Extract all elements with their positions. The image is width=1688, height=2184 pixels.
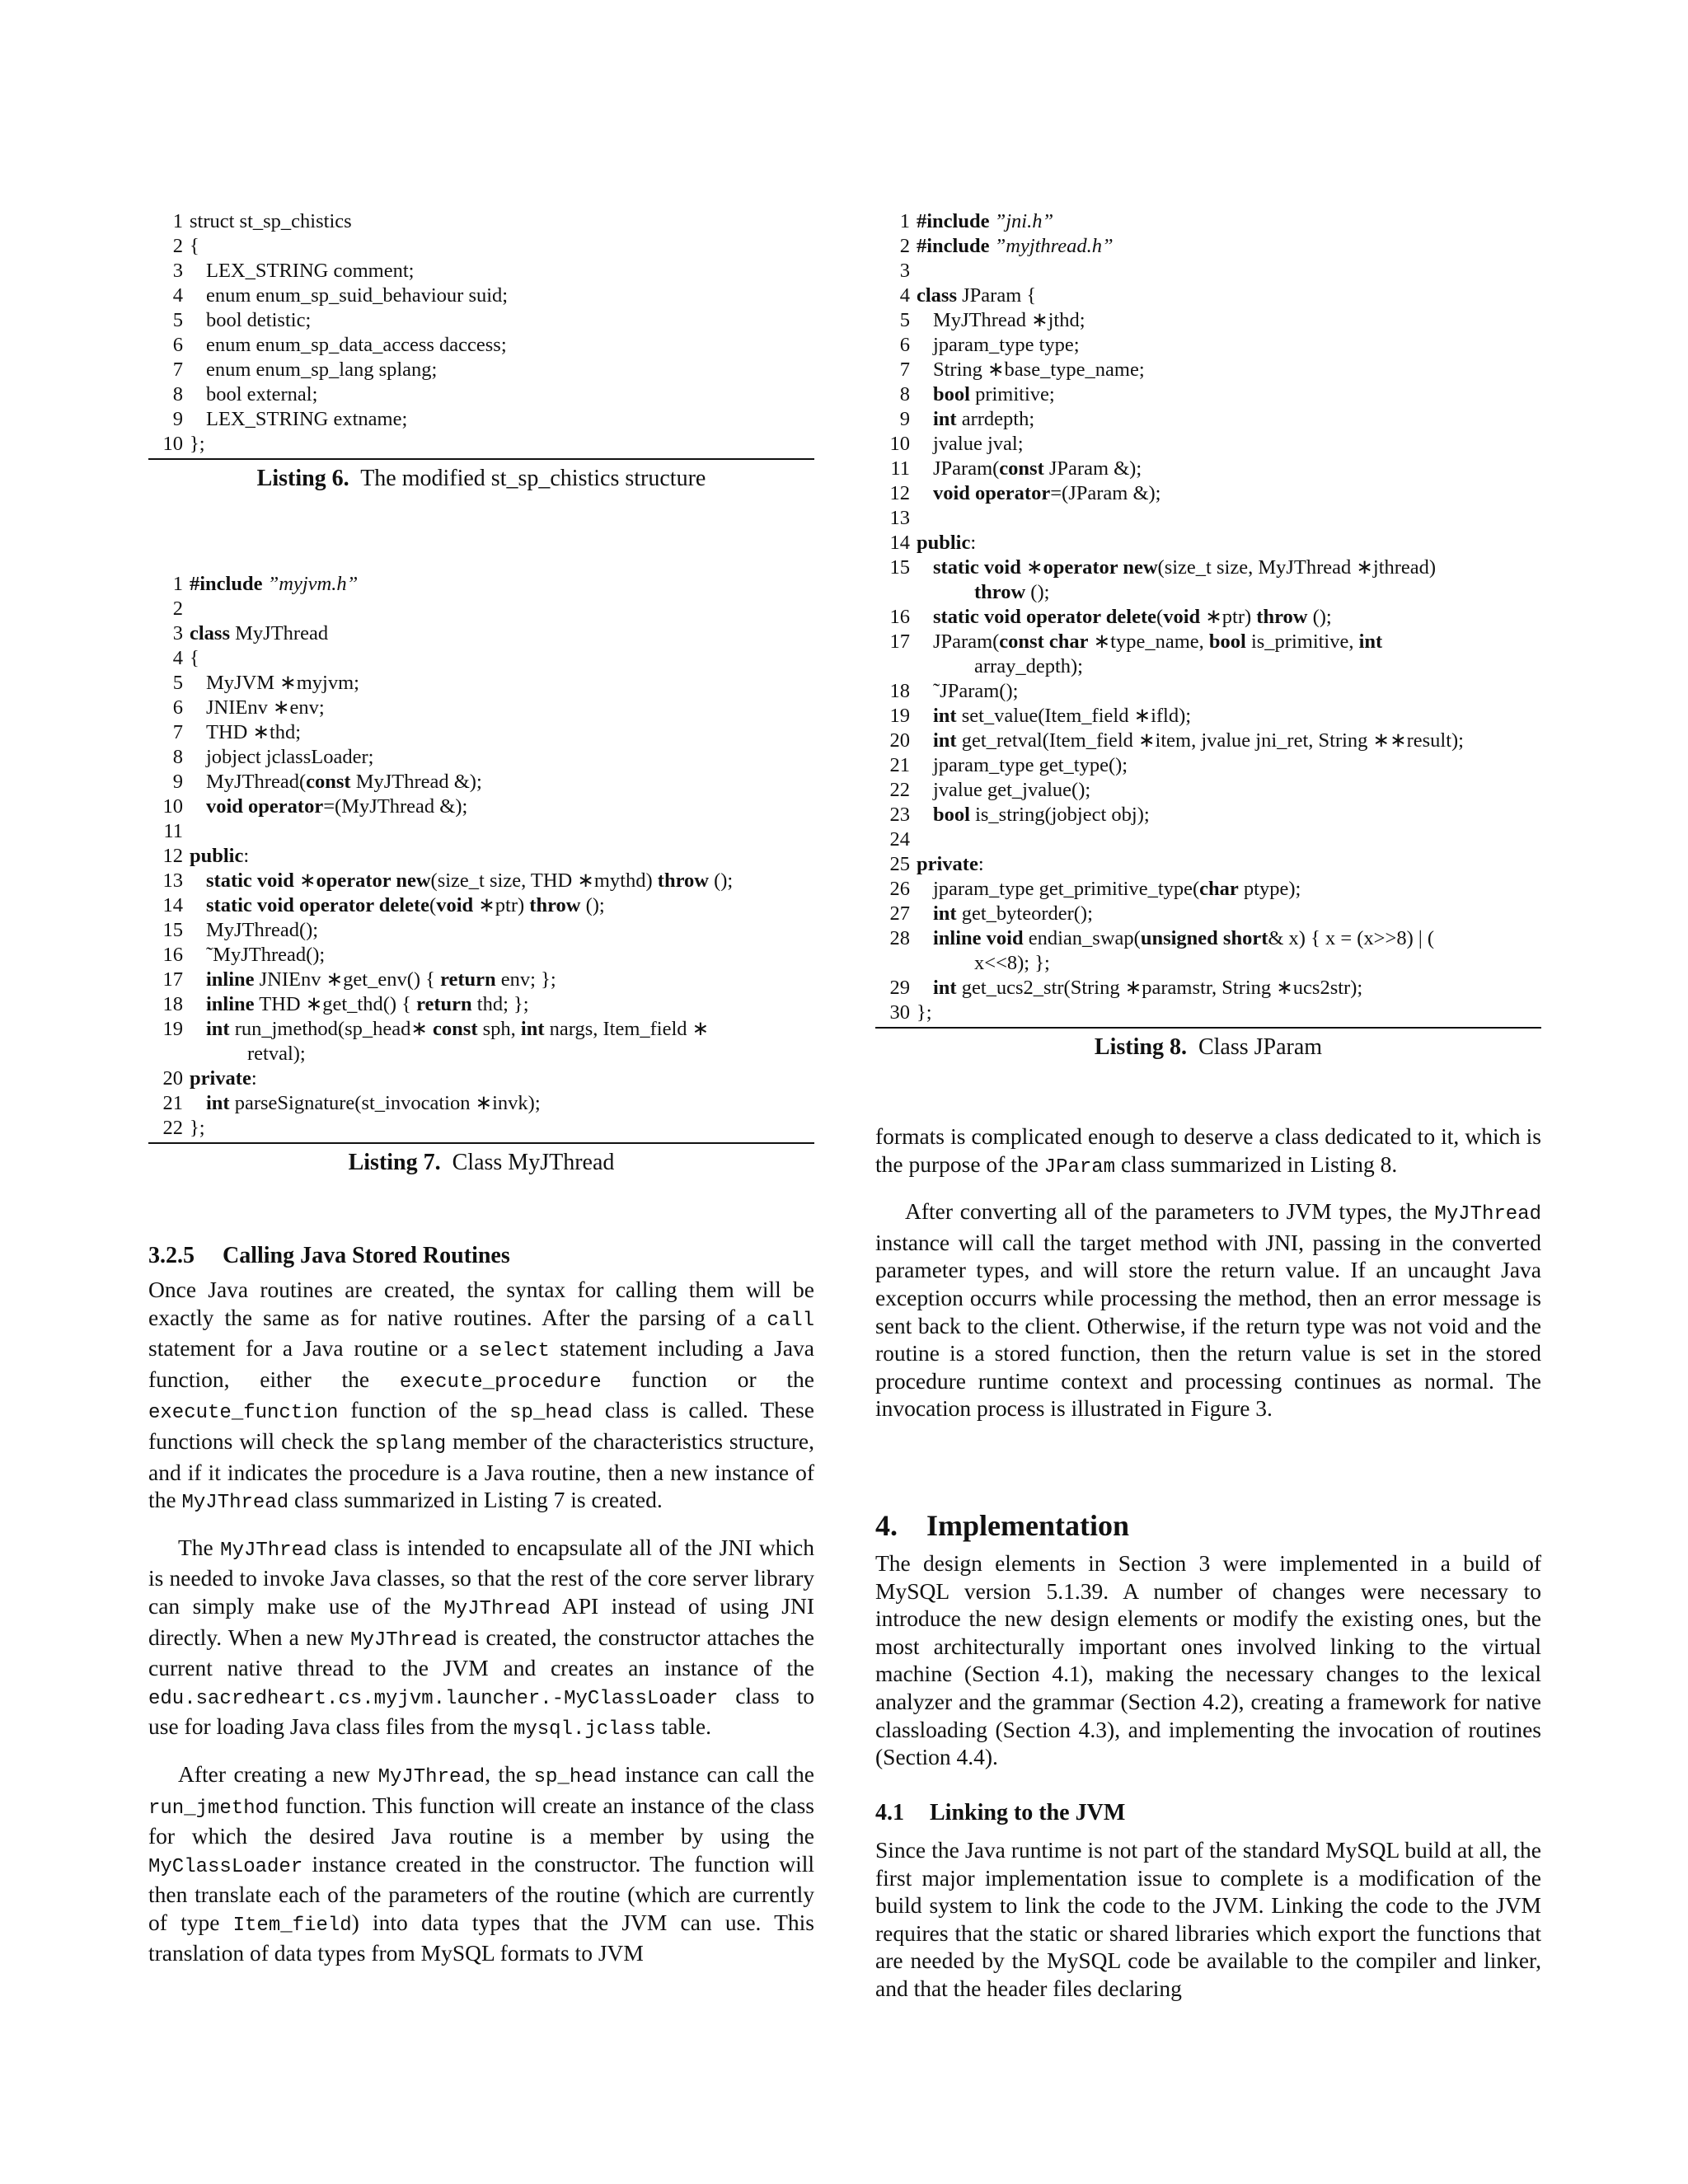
code-line [875,1001,1541,1025]
code-line [875,308,1541,333]
code-text: #include ”myjvm.h” [190,573,359,595]
line-number: 2 [899,235,910,257]
line-number: 4 [172,647,183,669]
section-4-heading: 4. Implementation [875,1509,1129,1542]
code-line [875,234,1541,259]
section-4-1 [875,1800,1541,2003]
line-number: 20 [889,729,910,752]
listing-6-rule [148,458,814,460]
line-number: 12 [162,845,183,867]
line-number: 21 [889,754,910,776]
code-line [148,671,814,696]
line-number: 14 [889,532,910,554]
line-number: 20 [162,1067,183,1090]
line-number: 6 [172,696,183,719]
code-text: JParam(const char ∗type_name, bool is_primitive, int [933,630,1383,653]
code-text: }; [190,433,205,455]
line-number: 9 [899,408,910,430]
code-text: MyJThread(const MyJThread &); [206,771,482,793]
line-number: 26 [889,878,910,900]
code-text: }; [190,1117,205,1139]
code-line [148,745,814,770]
line-number: 4 [172,284,183,307]
code-text: ˜MyJThread(); [206,944,326,966]
code-line [875,852,1541,877]
line-number: 7 [899,359,910,381]
listing-6-line [148,432,814,457]
code-text: LEX_STRING comment; [206,260,415,282]
code-line [875,729,1541,753]
code-line [875,630,1541,654]
code-line [148,1066,814,1091]
code-text: retval); [247,1043,306,1065]
section-3-2-5-paragraph-1: Once Java routines are created, the syntax for calling them will be exactly the same as for native routines. After the parsing of a call statement for a Java routine or a select statement including a Java function, either the execute_procedure function or the execute_function function of the sp_head class is called. These functions will check the splang member of the characteristics structure, and if it indicates the procedure is a Java routine, then a new instance of the MyJThread class summarized in Listing 7 is created. [148,1277,814,1515]
listing-8-caption-label: Listing 8. [1094,1034,1187,1060]
line-number: 14 [162,894,183,916]
section-3-2-5 [148,1243,814,1967]
line-number: 19 [889,705,910,727]
code-line [148,992,814,1017]
line-number: 6 [899,334,910,356]
listing-8 [875,209,1541,1060]
line-number: 28 [889,927,910,949]
listing-7-caption-label: Listing 7. [348,1150,441,1175]
code-text: static void ∗operator new(size_t size, MyJThread ∗jthread) [933,556,1437,579]
code-line [875,531,1541,555]
code-text: inline void endian_swap(unsigned short& x) { x = (x>>8) | ( [933,927,1435,949]
code-text: void operator=(MyJThread &); [206,795,468,818]
line-number: 11 [890,457,910,480]
code-line [148,1017,814,1042]
code-line [875,926,1541,951]
code-text: bool primitive; [933,383,1055,405]
section-3-2-5-paragraph-3: After creating a new MyJThread, the sp_head instance can call the run_jmethod function. This function will create an instance of the class for which the desired Java routine is a member by using the MyClassLoader instance created in the constructor. The function will then translate each of the parameters of the routine (which are currently of type Item_field) into data types that the JVM can use. This translation of data types from MySQL formats to JVM [148,1760,814,1966]
code-text: THD ∗thd; [206,721,302,743]
listing-7-rule [148,1142,814,1144]
code-text: inline JNIEnv ∗get_env() { return env; }; [206,968,556,991]
line-number: 10 [162,433,183,455]
listing-6-line [148,382,814,407]
code-text: public: [917,532,977,554]
code-line [875,704,1541,729]
code-line [148,1091,814,1116]
line-number: 18 [162,993,183,1015]
code-line [875,679,1541,704]
code-text: MyJThread(); [206,919,319,941]
line-number: 21 [162,1092,183,1114]
code-line [875,803,1541,827]
code-line [148,869,814,893]
code-text: enum enum_sp_suid_behaviour suid; [206,284,509,307]
code-line [148,720,814,745]
code-line [875,284,1541,308]
section-4 [875,1508,1541,1771]
code-line [875,481,1541,506]
code-text: int parseSignature(st_invocation ∗invk); [206,1092,541,1114]
line-number: 7 [172,359,183,381]
code-text: int get_byteorder(); [933,902,1093,925]
line-number: 6 [172,334,183,356]
code-text: { [190,647,199,669]
line-number: 25 [889,853,910,875]
code-line [148,1042,814,1066]
listing-6-line [148,308,814,333]
line-number: 13 [889,507,910,529]
code-text: JParam(const JParam &); [933,457,1142,480]
code-text: jvalue get_jvalue(); [933,779,1091,801]
listing-6-line [148,407,814,432]
listing-6-caption-label: Listing 6. [256,466,349,491]
code-line [148,918,814,943]
code-text: bool detistic; [206,309,312,331]
line-number: 22 [162,1117,183,1139]
line-number: 5 [172,309,183,331]
code-text: public: [190,845,250,867]
line-number: 1 [899,210,910,232]
listing-6-lines [148,209,814,457]
code-line [148,819,814,844]
line-number: 16 [889,606,910,628]
code-line [875,580,1541,605]
code-text: x<<8); }; [974,952,1050,974]
listing-6-line [148,358,814,382]
code-text: MyJVM ∗myjvm; [206,672,359,694]
listing-6 [148,209,814,491]
line-number: 10 [889,433,910,455]
code-line [148,621,814,646]
code-text: static void operator delete(void ∗ptr) throw (); [206,894,605,916]
code-text: static void operator delete(void ∗ptr) throw (); [933,606,1332,628]
code-line [875,358,1541,382]
line-number: 11 [163,820,183,842]
code-text: bool external; [206,383,318,405]
code-line [875,333,1541,358]
code-line [148,968,814,992]
code-text: void operator=(JParam &); [933,482,1161,504]
code-text: { [190,235,199,257]
code-text: bool is_string(jobject obj); [933,804,1150,826]
code-text: private: [190,1067,257,1090]
line-number: 22 [889,779,910,801]
code-text: LEX_STRING extname; [206,408,408,430]
code-text: JNIEnv ∗env; [206,696,325,719]
code-text: int get_retval(Item_field ∗item, jvalue jni_ret, String ∗∗result); [933,729,1464,752]
line-number: 8 [172,746,183,768]
code-line [148,1116,814,1141]
code-text: private: [917,853,984,875]
listing-8-caption-text: Class JParam [1198,1034,1323,1060]
code-line [875,506,1541,531]
line-number: 12 [889,482,910,504]
code-line [148,844,814,869]
code-text: int get_ucs2_str(String ∗paramstr, String ∗ucs2str); [933,977,1363,999]
code-text: array_depth); [974,655,1083,677]
listing-6-caption [148,466,814,491]
code-line [875,457,1541,481]
code-text: enum enum_sp_lang splang; [206,359,438,381]
listing-6-line [148,209,814,234]
code-text: class JParam { [917,284,1037,307]
code-text: ˜JParam(); [933,680,1019,702]
code-text: }; [917,1001,932,1024]
code-line [875,382,1541,407]
code-text: int arrdepth; [933,408,1035,430]
code-line [875,951,1541,976]
code-text: throw (); [974,581,1050,603]
section-4-1-paragraph-1: Since the Java runtime is not part of the standard MySQL build at all, the first major implementation issue to complete is a modification of the build system to link the code to the JVM. Linking the code to the JVM requires that the static or shared libraries which export the functions that are needed by the MySQL code be available to the compiler and linker, and that the header files declaring [875,1837,1541,2001]
line-number: 9 [172,771,183,793]
section-3-2-5-heading: 3.2.5 Calling Java Stored Routines [148,1243,510,1268]
code-text: String ∗base_type_name; [933,359,1145,381]
line-number: 17 [889,630,910,653]
line-number: 15 [889,556,910,579]
listing-7 [148,572,814,1175]
code-line [148,770,814,794]
line-number: 3 [899,260,910,282]
code-text: jobject jclassLoader; [206,746,374,768]
section-4-paragraph-1: The design elements in Section 3 were implemented in a build of MySQL version 5.1.39. A number of changes were necessary to introduce the new design elements or modify the existing ones, but the most architecturally important ones involved linking to the virtual machine (Section 4.1), making the necessary changes to the lexical analyzer and the grammar (Section 4.2), creating a framework for native classloading (Section 4.3), and implementing the invocation of routines (Section 4.4). [875,1550,1541,1770]
code-line [148,597,814,621]
code-line [875,902,1541,926]
code-line [875,827,1541,852]
listing-6-line [148,333,814,358]
code-line [875,654,1541,679]
line-number: 4 [899,284,910,307]
line-number: 8 [899,383,910,405]
code-line [875,605,1541,630]
section-3-2-5-continued [875,1122,1541,1422]
line-number: 7 [172,721,183,743]
section-4-1-heading: 4.1 Linking to the JVM [875,1800,1126,1825]
listing-8-caption [875,1035,1541,1060]
listing-7-caption [148,1151,814,1175]
line-number: 9 [172,408,183,430]
code-line [875,778,1541,803]
line-number: 29 [889,977,910,999]
code-line [148,943,814,968]
code-line [875,555,1541,580]
code-text: jparam_type type; [933,334,1080,356]
code-text: enum enum_sp_data_access daccess; [206,334,507,356]
code-text: jparam_type get_primitive_type(char ptype); [933,878,1301,900]
listing-6-line [148,259,814,284]
line-number: 3 [172,622,183,644]
code-line [148,646,814,671]
code-text: int set_value(Item_field ∗ifld); [933,705,1192,727]
code-line [875,877,1541,902]
line-number: 2 [172,598,183,620]
listing-8-rule [875,1027,1541,1029]
line-number: 3 [172,260,183,282]
line-number: 8 [172,383,183,405]
code-text: #include ”jni.h” [917,210,1054,232]
code-line [875,432,1541,457]
code-text: #include ”myjthread.h” [917,235,1114,257]
line-number: 17 [162,968,183,991]
code-text: struct st_sp_chistics [190,210,352,232]
code-line [875,209,1541,234]
code-line [148,794,814,819]
listing-6-line [148,284,814,308]
code-text: int run_jmethod(sp_head∗ const sph, int nargs, Item_field ∗ [206,1018,710,1040]
code-text: inline THD ∗get_thd() { return thd; }; [206,993,529,1015]
section-3-2-5-paragraph-2: The MyJThread class is intended to encapsulate all of the JNI which is needed to invoke Java classes, so that the rest of the core server library can simply make use of the MyJThread API instead of using JNI directly. When a new MyJThread is created, the constructor attaches the current native thread to the JVM and creates an instance of the edu.sacredheart.cs.myjvm.launcher.-MyClassLoader class to use for loading Java class files from the mysql.jclass table. [148,1534,815,1741]
code-line [148,572,814,597]
continued-paragraph-2: After converting all of the parameters to JVM types, the MyJThread instance will call the target method with JNI, passing in the converted parameter types, and will store the return value. If an uncaught Java exception occurrs while processing the method, then an error message is sent back to the client. Otherwise, if the return type was not void and the routine is a stored function, then the return value is set in the stored procedure runtime context and processing continues as normal. The invocation process is illustrated in Figure 3. [875,1198,1541,1422]
code-text: MyJThread ∗jthd; [933,309,1085,331]
line-number: 1 [172,573,183,595]
line-number: 19 [162,1018,183,1040]
code-line [875,976,1541,1001]
code-text: jvalue jval; [933,433,1024,455]
line-number: 24 [889,828,910,851]
line-number: 5 [899,309,910,331]
code-text: class MyJThread [190,622,329,644]
listing-6-line [148,234,814,259]
code-text: static void ∗operator new(size_t size, THD ∗mythd) throw (); [206,869,734,892]
listing-6-caption-text: The modified st_sp_chistics structure [360,466,706,491]
line-number: 27 [889,902,910,925]
line-number: 16 [162,944,183,966]
line-number: 2 [172,235,183,257]
code-line [148,696,814,720]
code-line [875,407,1541,432]
line-number: 1 [172,210,183,232]
line-number: 23 [889,804,910,826]
line-number: 30 [889,1001,910,1024]
listing-7-caption-text: Class MyJThread [452,1150,615,1175]
code-text: jparam_type get_type(); [933,754,1128,776]
code-line [875,259,1541,284]
code-line [148,893,814,918]
line-number: 13 [162,869,183,892]
continued-paragraph-1: formats is complicated enough to deserve a class dedicated to it, which is the purpose of the JParam class summarized in Listing 8. [875,1123,1541,1179]
line-number: 18 [889,680,910,702]
line-number: 5 [172,672,183,694]
line-number: 10 [162,795,183,818]
line-number: 15 [162,919,183,941]
code-line [875,753,1541,778]
